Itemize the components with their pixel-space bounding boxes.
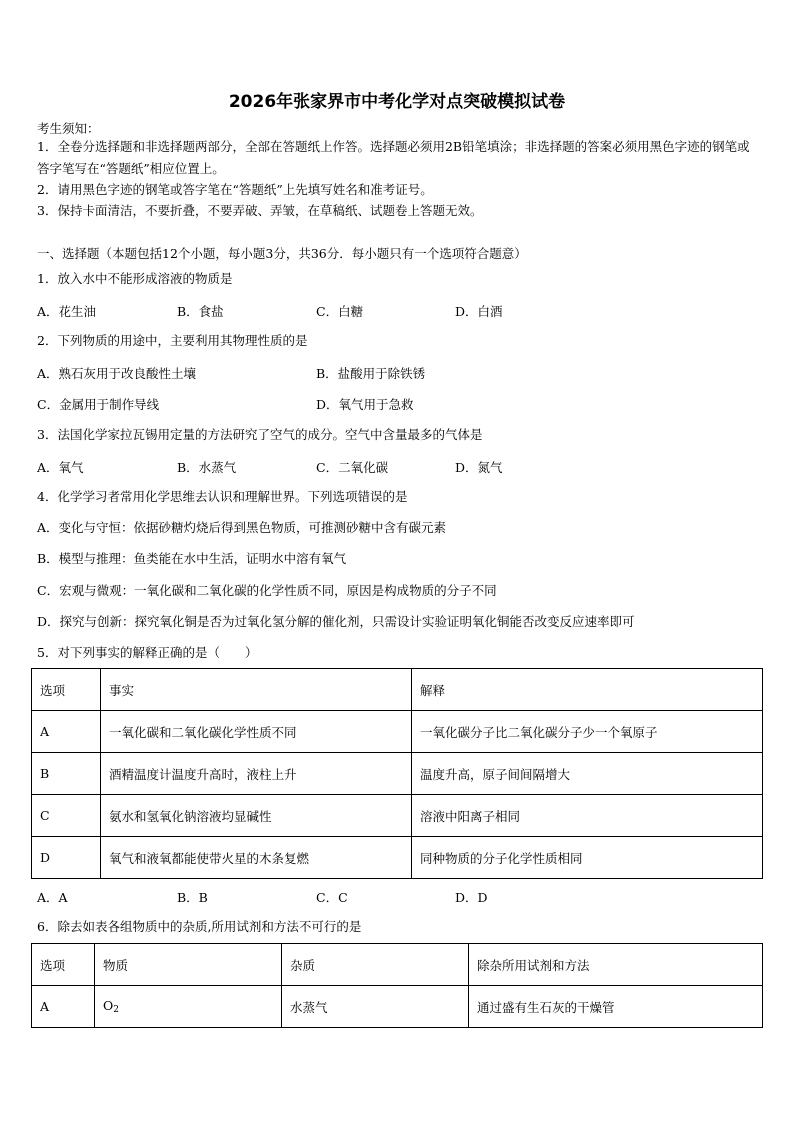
- section-heading: 一、选择题（本题包括12个小题，每小题3分，共36分．每小题只有一个选项符合题意）: [37, 246, 527, 261]
- q3-option-d: D．氮气: [455, 460, 503, 475]
- notice-item-2: 2．请用黑色字迹的钢笔或答字笔在“答题纸”上先填写姓名和准考证号。: [37, 182, 433, 197]
- question-4-stem: 4．化学学习者常用化学思维去认识和理解世界。下列选项错误的是: [37, 489, 408, 504]
- table-cell: 一氧化碳分子比二氧化碳分子少一个氧原子: [412, 711, 763, 753]
- q3-option-b: B．水蒸气: [177, 460, 237, 475]
- formula-text: O: [103, 998, 114, 1013]
- question-2-stem: 2．下列物质的用途中，主要利用其物理性质的是: [37, 333, 308, 348]
- q2-option-a: A．熟石灰用于改良酸性土壤: [37, 366, 197, 381]
- table-header-cell: 选项: [32, 669, 101, 711]
- table-cell: B: [32, 753, 101, 795]
- table-cell: [95, 986, 282, 1028]
- table-cell: 水蒸气: [282, 986, 469, 1028]
- q5-table: [31, 668, 763, 879]
- table-header-row: [32, 944, 763, 986]
- q5-option-a: A．A: [37, 890, 68, 905]
- notice-heading: 考生须知：: [37, 121, 100, 136]
- table-cell: 温度升高，原子间间隔增大: [412, 753, 763, 795]
- formula-subscript: 2: [113, 1005, 119, 1015]
- table-header-cell: 除杂所用试剂和方法: [469, 944, 763, 986]
- notice-item-1: 1．全卷分选择题和非选择题两部分，全部在答题纸上作答。选择题必须用2B铅笔填涂；非选择题的答案必须用黑色字迹的钢笔或答字笔写在“答题纸”相应位置上。: [37, 139, 750, 176]
- table-row: [32, 837, 763, 879]
- table-cell: 氧气和液氧都能使带火星的木条复燃: [101, 837, 412, 879]
- q4-option-a: A．变化与守恒：依据砂糖灼烧后得到黑色物质，可推测砂糖中含有碳元素: [37, 520, 447, 535]
- table-cell: 通过盛有生石灰的干燥管: [469, 986, 763, 1028]
- q6-table: [31, 943, 763, 1028]
- q4-option-d: D．探究与创新：探究氧化铜是否为过氧化氢分解的催化剂，只需设计实验证明氧化铜能否改变反应速率即可: [37, 614, 635, 629]
- q5-option-c: C．C: [316, 890, 348, 905]
- table-row: [32, 986, 763, 1028]
- page-title: 2026年张家界市中考化学对点突破模拟试卷: [228, 92, 566, 112]
- table-cell: 氨水和氢氧化钠溶液均显碱性: [101, 795, 412, 837]
- question-1-stem: 1．放入水中不能形成溶液的物质是: [37, 271, 233, 286]
- q5-option-b: B．B: [177, 890, 208, 905]
- question-5-stem: 5．对下列事实的解释正确的是（ ）: [37, 645, 258, 660]
- q5-option-d: D．D: [455, 890, 488, 905]
- q4-option-c: C．宏观与微观：一氧化碳和二氧化碳的化学性质不同，原因是构成物质的分子不同: [37, 583, 497, 598]
- question-3-stem: 3．法国化学家拉瓦锡用定量的方法研究了空气的成分。空气中含量最多的气体是: [37, 427, 483, 442]
- question-6-stem: 6．除去如表各组物质中的杂质,所用试剂和方法不可行的是: [37, 919, 362, 934]
- table-header-cell: 选项: [32, 944, 95, 986]
- table-cell: C: [32, 795, 101, 837]
- table-header-cell: 解释: [412, 669, 763, 711]
- q1-option-c: C．白糖: [316, 304, 364, 319]
- table-cell: A: [32, 711, 101, 753]
- q2-option-c: C．金属用于制作导线: [37, 397, 160, 412]
- q3-option-a: A．氧气: [37, 460, 84, 475]
- table-header-cell: 杂质: [282, 944, 469, 986]
- q3-option-c: C．二氧化碳: [316, 460, 389, 475]
- q1-option-d: D．白酒: [455, 304, 503, 319]
- q2-option-d: D．氧气用于急救: [316, 397, 414, 412]
- q1-option-a: A．花生油: [37, 304, 97, 319]
- q4-option-b: B．模型与推理：鱼类能在水中生活，证明水中溶有氧气: [37, 551, 347, 566]
- table-row: [32, 753, 763, 795]
- table-row: [32, 711, 763, 753]
- table-cell: D: [32, 837, 101, 879]
- table-header-cell: 物质: [95, 944, 282, 986]
- table-cell: 同种物质的分子化学性质相同: [412, 837, 763, 879]
- table-cell: 一氧化碳和二氧化碳化学性质不同: [101, 711, 412, 753]
- table-cell: 酒精温度计温度升高时，液柱上升: [101, 753, 412, 795]
- notice-item-3: 3．保持卡面清洁，不要折叠，不要弄破、弄皱，在草稿纸、试题卷上答题无效。: [37, 203, 483, 218]
- q2-option-b: B．盐酸用于除铁锈: [316, 366, 426, 381]
- q1-option-b: B．食盐: [177, 304, 224, 319]
- table-cell: 溶液中阳离子相同: [412, 795, 763, 837]
- table-cell: A: [32, 986, 95, 1028]
- table-header-cell: 事实: [101, 669, 412, 711]
- table-row: [32, 795, 763, 837]
- table-header-row: [32, 669, 763, 711]
